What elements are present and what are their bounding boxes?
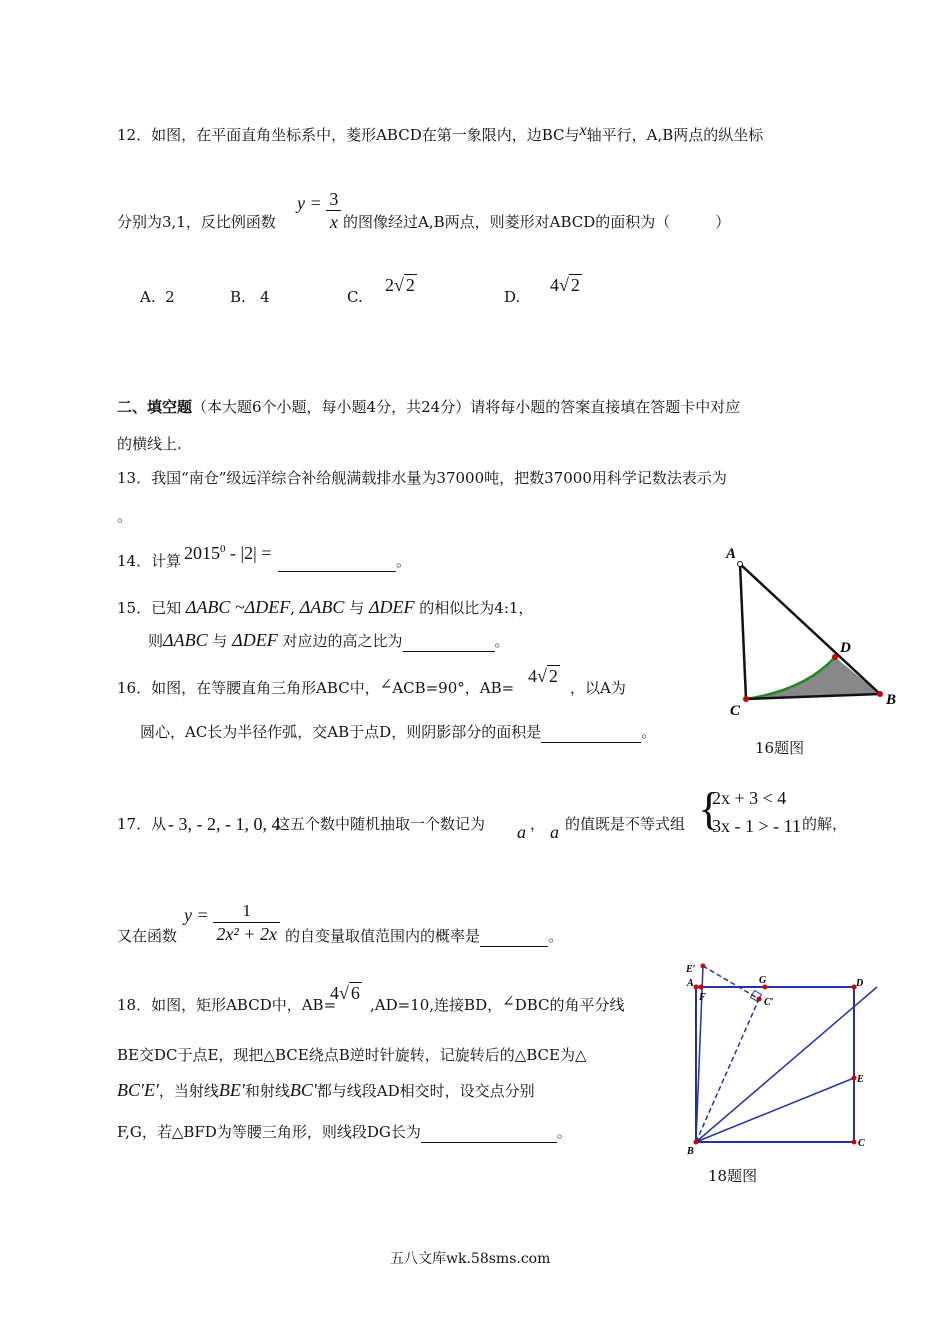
q17-line2-tail: 的自变量取值范围内的概率是 。 (285, 927, 564, 945)
label-a: A (687, 978, 694, 989)
q17-numbers: - 3, - 2, - 1, 0, 4 (168, 814, 281, 834)
point-c (743, 696, 749, 702)
q14-label: 14．计算 (117, 552, 182, 570)
q17-function: y = $\frac{1}{\text{2x² + 2x}}$ (184, 900, 280, 945)
point-e (852, 1076, 857, 1081)
point-b (694, 1140, 699, 1145)
q15-line1: 15．已知 ΔABC ~ΔDEF, ΔABC 与 ΔDEF 的相似比为4:1， (117, 597, 534, 617)
q12-line2: 分别为3,1，反比例函数 (117, 213, 276, 231)
q16-line2: 圆心，AC长为半径作弧，交AB于点D，则阴影部分的面积是 。 (140, 723, 657, 741)
q17-mid2: 的值既是不等式组 (565, 815, 686, 833)
label-g: G (759, 975, 767, 986)
segment-e2c2 (703, 966, 759, 999)
point-a (738, 562, 743, 567)
q12-line1: 12．如图，在平面直角坐标系中，菱形ABCD在第一象限内，边BC与x轴平行，A,B两点的纵坐标 (117, 122, 764, 144)
q16-figure (720, 540, 900, 720)
q18-line1: 18．如图，矩形ABCD中，AB= (117, 996, 337, 1014)
q16-caption: 16题图 (755, 739, 805, 757)
q18-ab-value: 4√ 6 (330, 983, 360, 1003)
segment-bd (696, 987, 877, 1142)
q18-line1-tail: ,AD=10,连接BD，∠DBC的角平分线 (370, 992, 625, 1014)
label-c2: C′ (764, 997, 774, 1008)
q15-line2: 则ΔABC 与 ΔDEF 对应边的高之比为 。 (148, 630, 510, 650)
q12-option-c-value: 2√ 2 (385, 275, 415, 295)
label-c: C (858, 1138, 865, 1149)
q17-inequality-2: 3x - 1 > - 11 (712, 816, 801, 836)
q14-expression: 2015$^0$ - |2| = (184, 543, 272, 563)
q17-line2-start: 又在函数 (117, 927, 178, 945)
q17-comma: ， (530, 815, 546, 833)
q16-line1: 16．如图，在等腰直角三角形ABC中，∠ACB=90°，AB= (117, 675, 515, 697)
label-d: D (856, 978, 864, 989)
q14-answer-blank[interactable]: 。 (278, 551, 411, 572)
point-e2 (701, 964, 706, 969)
q12-option-d-value: 4√ 2 (550, 275, 580, 295)
q12-line2-end: 的图像经过A,B两点，则菱形对ABCD的面积为（ ） (343, 213, 731, 231)
label-a: A (726, 546, 737, 562)
q12-option-b: B. 4 (230, 288, 270, 306)
point-c2 (757, 997, 762, 1002)
section2-heading: 二、填空题（本大题6个小题，每小题4分，共24分）请将每小题的答案直接填在答题卡中对应 (117, 398, 741, 416)
q13-line1: 13．我国“南仓”级远洋综合补给舰满载排水量为37000吨，把数37000用科学记数法表示为 (117, 469, 727, 487)
q18-line3: BC′E′，当射线BE′和射线BC′都与线段AD相交时，设交点分别 (117, 1080, 535, 1100)
q17-brace: { (698, 783, 721, 834)
q13-line2: 。 (117, 507, 133, 525)
q18-line4: F,G，若△BFD为等腰三角形，则线段DG长为 。 (117, 1123, 572, 1141)
rectangle-abcd (696, 987, 854, 1142)
point-b (877, 691, 883, 697)
shaded-region (746, 657, 880, 699)
point-f (699, 985, 704, 990)
q16-line1-tail: ，以A为 (570, 679, 626, 697)
section2-desc2: 的横线上. (117, 435, 182, 453)
q18-figure (670, 960, 880, 1160)
label-d: D (840, 640, 851, 656)
point-a (694, 985, 699, 990)
q17-label: 17．从 (117, 815, 167, 833)
footer-watermark: 五八文库wk.58sms.com (390, 1251, 551, 1267)
q18-line2: BE交DC于点E，现把△BCE绕点B逆时针旋转，记旋转后的△BCE为△ (117, 1046, 587, 1064)
q12-x-var: x (579, 122, 587, 139)
q17-a2: a (550, 822, 559, 842)
q12-option-d-label: D. (504, 288, 521, 306)
label-e2: E′ (686, 964, 696, 975)
q12-function: y = $\frac{3}{x}$ (297, 188, 341, 233)
q17-a1: a (517, 822, 526, 842)
q12-option-c-label: C. (347, 288, 363, 306)
q17-tail: 的解， (802, 815, 848, 833)
q17-mid: 这五个数中随机抽取一个数记为 (275, 815, 486, 833)
q16-ab-value: 4√ 2 (528, 666, 558, 686)
label-e: E (857, 1074, 864, 1085)
point-d (832, 654, 838, 660)
label-c: C (730, 703, 741, 719)
label-b: B (886, 692, 897, 708)
q18-caption: 18题图 (708, 1167, 758, 1185)
q17-inequality-1: 2x + 3 < 4 (712, 788, 787, 808)
label-b: B (687, 1146, 694, 1157)
label-f: F (699, 992, 706, 1003)
q12-option-a: A. 2 (140, 288, 175, 306)
point-c (852, 1140, 857, 1145)
